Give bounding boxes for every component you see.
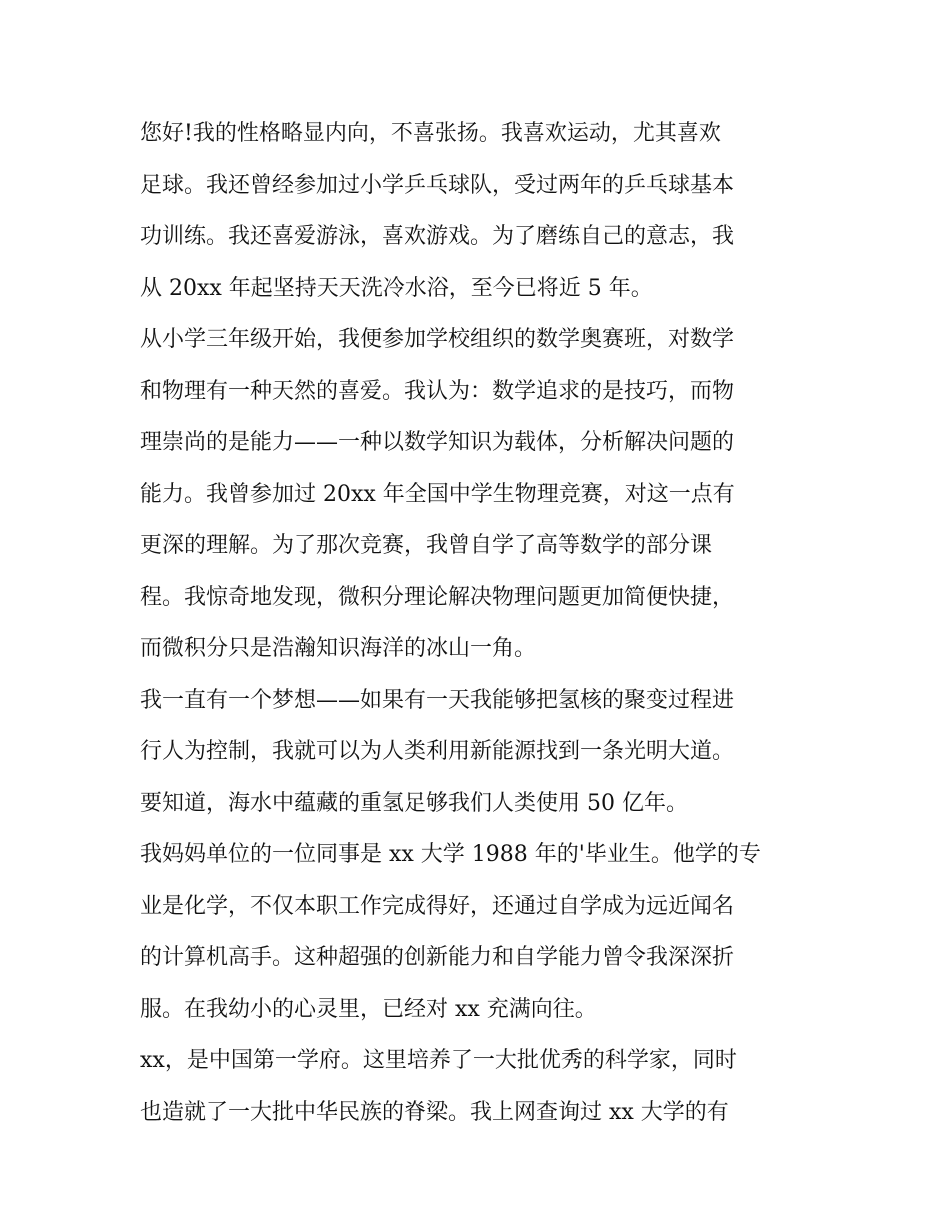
text-line: 程。我惊奇地发现，微积分理论解决物理问题更加简便快捷，	[140, 584, 735, 610]
text-line: 从小学三年级开始，我便参加学校组织的数学奥赛班，对数学	[140, 327, 735, 352]
text-line: 更深的理解。为了那次竞赛，我曾自学了高等数学的部分课	[140, 533, 713, 558]
text-line: 服。在我幼小的心灵里，已经对 xx 充满向往。	[140, 996, 597, 1022]
text-line: 能力。我曾参加过 20xx 年全国中学生物理竞赛，对这一点有	[140, 481, 735, 507]
text-line: 要知道，海水中蕴藏的重氢足够我们人类使用 50 亿年。	[140, 790, 688, 816]
document-body	[140, 108, 820, 1138]
text-line: 而微积分只是浩瀚知识海洋的冰山一角。	[140, 636, 537, 661]
text-line: 我一直有一个梦想——如果有一天我能够把氢核的聚变过程进	[140, 687, 735, 713]
text-line: 我妈妈单位的一位同事是 xx 大学 1988 年的'毕业生。他学的专	[140, 842, 761, 867]
text-line: 从 20xx 年起坚持天天洗冷水浴，至今已将近 5 年。	[140, 275, 653, 301]
text-line: 足球。我还曾经参加过小学乒乓球队，受过两年的乒乓球基本	[140, 172, 735, 198]
text-line: xx，是中国第一学府。这里培养了一大批优秀的科学家，同时	[140, 1048, 737, 1073]
text-line: 行人为控制，我就可以为人类利用新能源找到一条光明大道。	[140, 739, 735, 764]
text-line: 也造就了一大批中华民族的脊梁。我上网查询过 xx 大学的有	[140, 1099, 729, 1125]
text-line: 业是化学，不仅本职工作完成得好，还通过自学成为远近闻名	[140, 893, 735, 919]
text-line: 功训练。我还喜爱游泳，喜欢游戏。为了磨练自己的意志，我	[140, 224, 735, 249]
text-line: 的计算机高手。这种超强的创新能力和自学能力曾令我深深折	[140, 945, 735, 970]
text-line: 您好!我的性格略显内向，不喜张扬。我喜欢运动，尤其喜欢	[140, 121, 721, 146]
text-line: 和物理有一种天然的喜爱。我认为：数学追求的是技巧，而物	[140, 378, 735, 404]
text-line: 理崇尚的是能力——一种以数学知识为载体，分析解决问题的	[140, 430, 735, 455]
